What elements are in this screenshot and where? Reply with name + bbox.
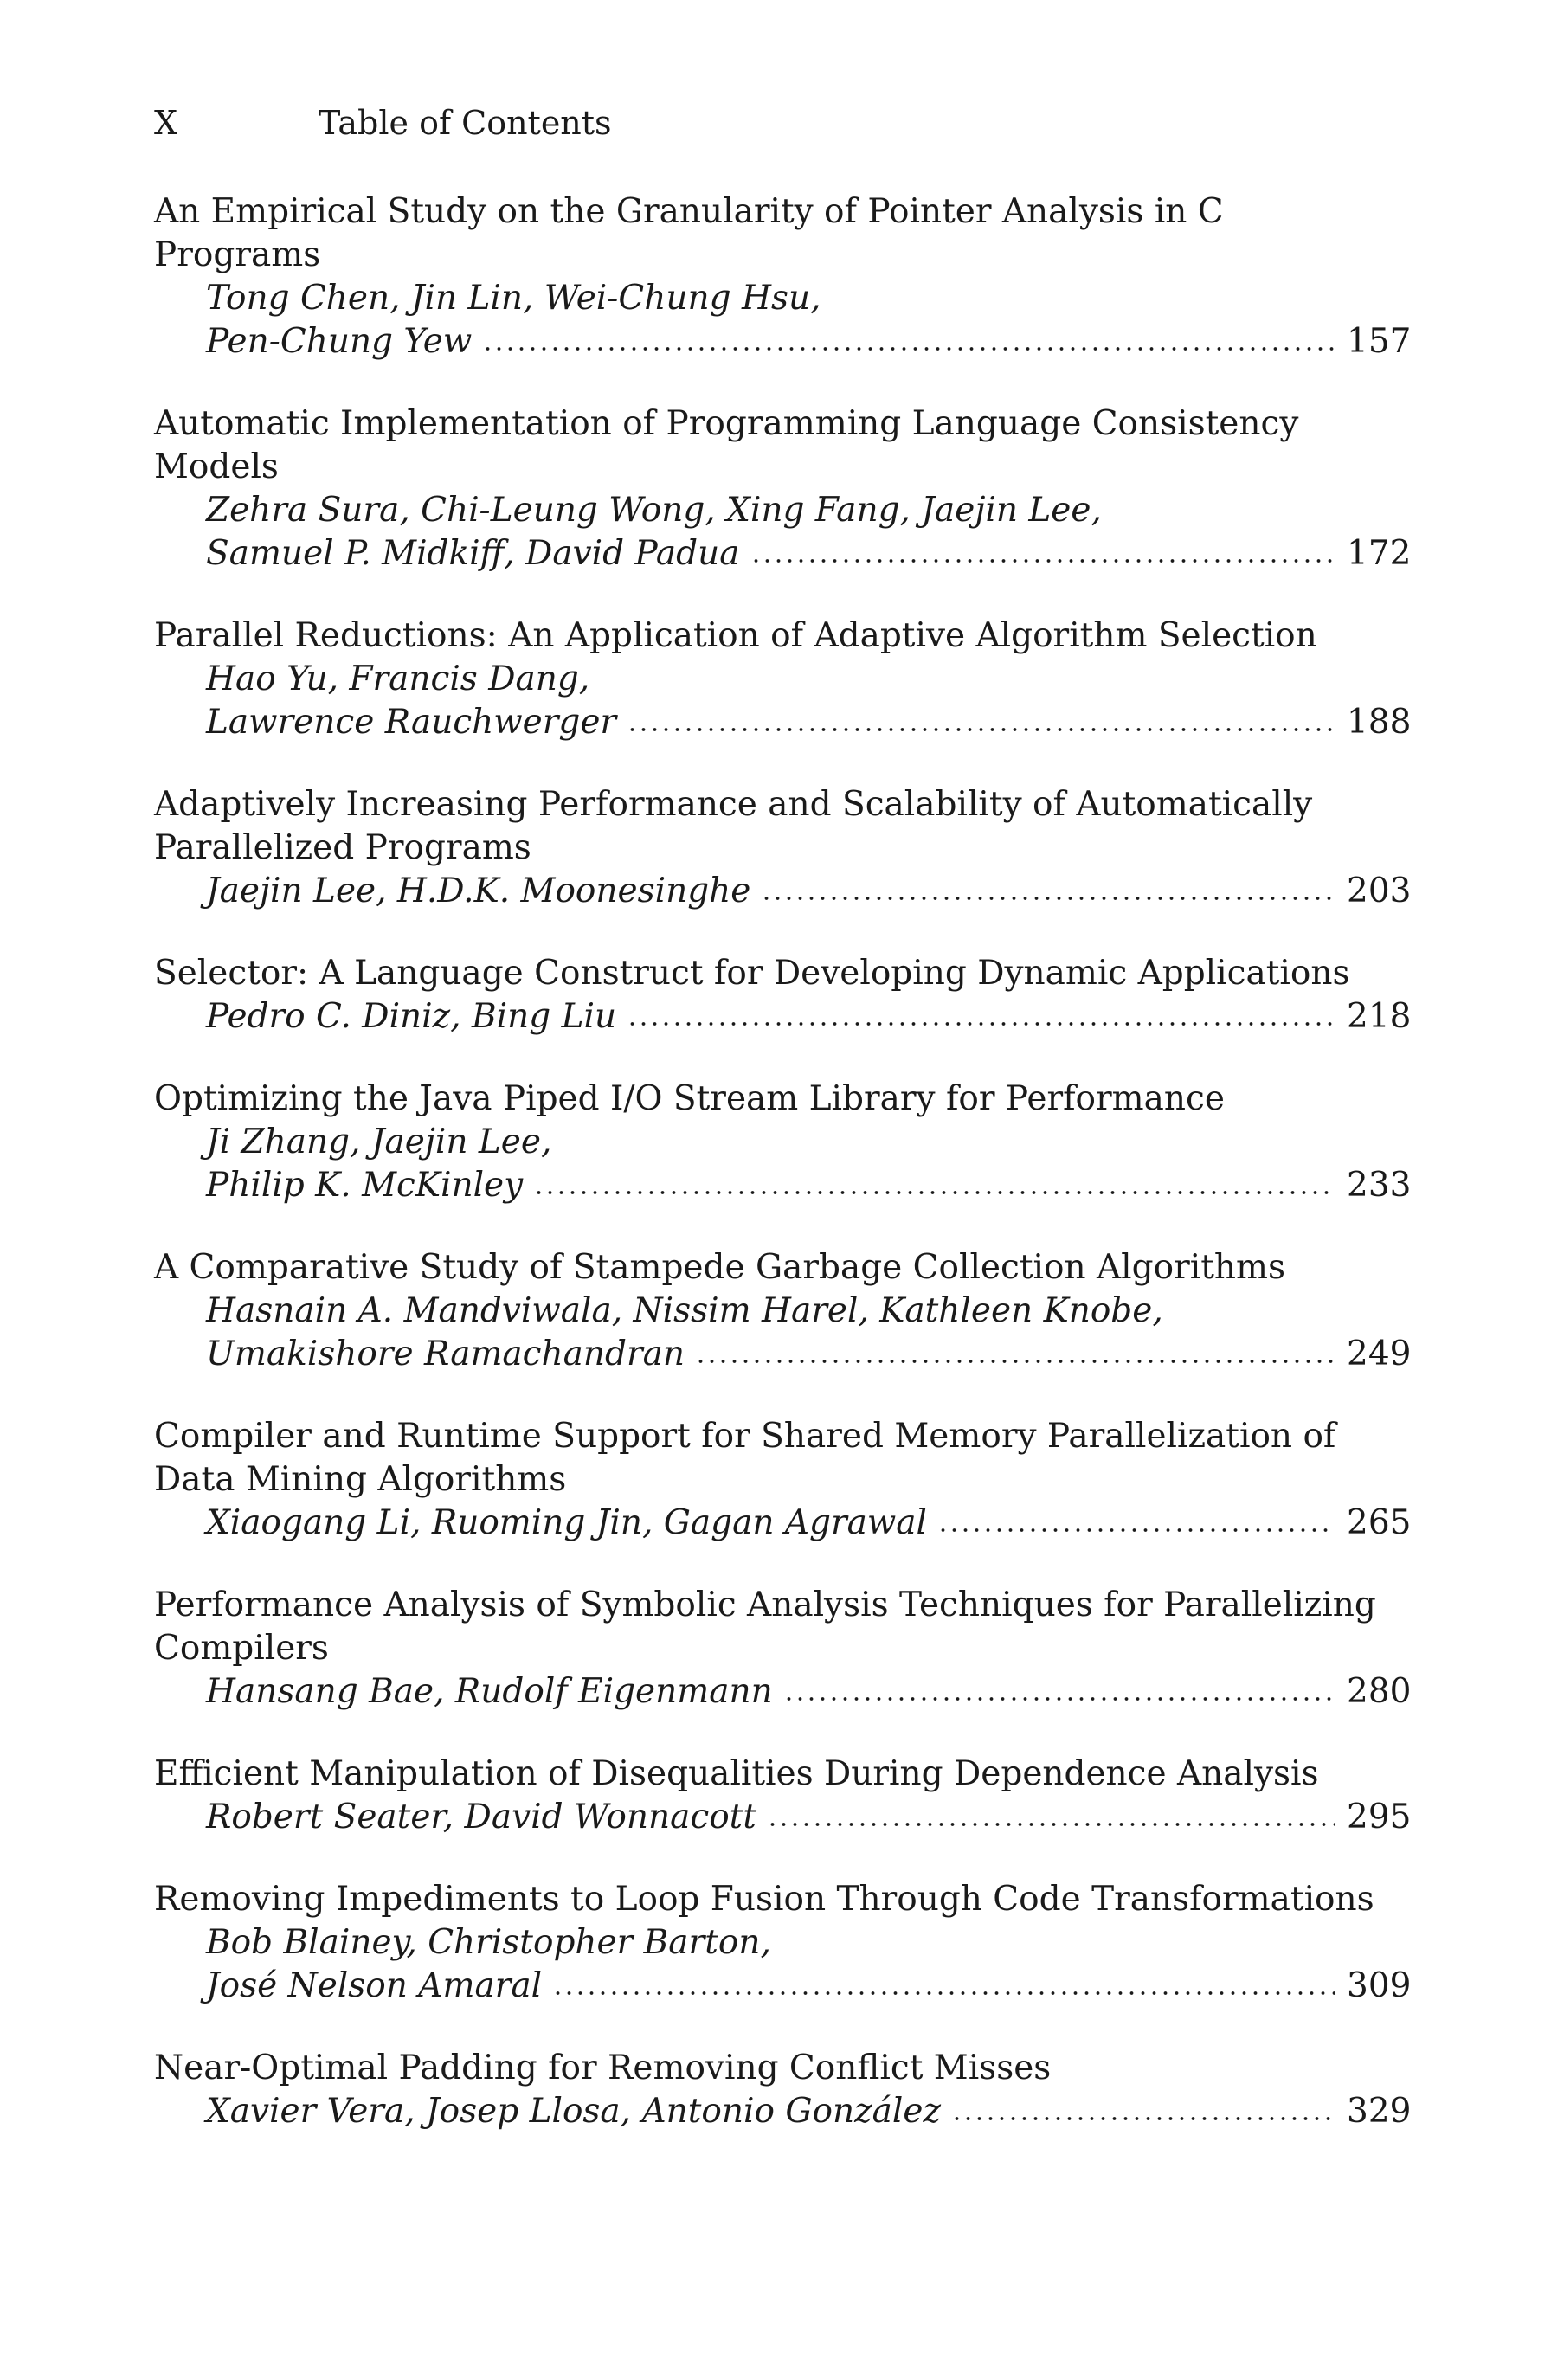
toc-entry-page-number: 280 xyxy=(1347,1672,1412,1711)
toc-entries xyxy=(154,190,1412,2172)
dot-leader xyxy=(627,1020,1335,1027)
running-header xyxy=(154,102,612,144)
dot-leader xyxy=(750,557,1335,564)
toc-entry-page-number: 157 xyxy=(1347,322,1412,361)
toc-entry-page-number: 172 xyxy=(1347,534,1412,573)
toc-entry[interactable] xyxy=(154,1077,1412,1207)
toc-entry-page-number: 188 xyxy=(1347,703,1412,742)
toc-entry-authors-line: Samuel P. Midkiff, David Padua xyxy=(206,534,740,573)
toc-entry-page-number: 218 xyxy=(1347,997,1412,1036)
toc-entry-leader-line xyxy=(154,532,1412,576)
toc-entry[interactable] xyxy=(154,1584,1412,1714)
toc-entry-authors-line: Umakishore Ramachandran xyxy=(206,1335,685,1373)
toc-entry[interactable] xyxy=(154,1878,1412,2008)
toc-entry-page-number: 329 xyxy=(1347,2092,1412,2131)
toc-entry-title-line: Parallel Reductions: An Application of Adaptive Algorithm Selection xyxy=(154,616,1317,655)
toc-entry[interactable] xyxy=(154,402,1412,576)
toc-entry-page-number: 265 xyxy=(1347,1503,1412,1542)
toc-entry-authors-line: Ji Zhang, Jaejin Lee, xyxy=(206,1122,552,1161)
toc-entry-authors-line: José Nelson Amaral xyxy=(206,1966,543,2005)
toc-entry-authors-line: Xavier Vera, Josep Llosa, Antonio González xyxy=(206,2092,942,2131)
dot-leader xyxy=(552,1990,1335,1997)
toc-entry-authors-line: Pedro C. Diniz, Bing Liu xyxy=(206,997,617,1036)
toc-entry-authors-line: Bob Blainey, Christopher Barton, xyxy=(206,1923,771,1962)
toc-entry[interactable] xyxy=(154,1246,1412,1376)
toc-entry[interactable] xyxy=(154,952,1412,1039)
dot-leader xyxy=(482,345,1335,352)
toc-entry-title-line: Removing Impediments to Loop Fusion Through Code Transformations xyxy=(154,1880,1374,1919)
toc-entry[interactable] xyxy=(154,614,1412,744)
toc-entry-authors-line: Hansang Bae, Rudolf Eigenmann xyxy=(206,1672,773,1711)
toc-entry-authors-line: Hao Yu, Francis Dang, xyxy=(206,659,590,698)
roman-page-number: X xyxy=(154,104,178,142)
toc-entry-title-line: Programs xyxy=(154,235,321,274)
toc-entry-title-line: A Comparative Study of Stampede Garbage Collection Algorithms xyxy=(154,1248,1285,1287)
running-title: Table of Contents xyxy=(319,104,612,142)
toc-entry-authors-line: Hasnain A. Mandviwala, Nissim Harel, Kathleen Knobe, xyxy=(206,1291,1163,1330)
dot-leader xyxy=(783,1695,1335,1702)
toc-entry[interactable] xyxy=(154,1753,1412,1839)
toc-entry-title-line: Selector: A Language Construct for Developing Dynamic Applications xyxy=(154,954,1350,993)
toc-entry-title-line: An Empirical Study on the Granularity of Pointer Analysis in C xyxy=(154,192,1224,231)
toc-entry-authors-line: Pen-Chung Yew xyxy=(206,322,473,361)
toc-entry-leader-line xyxy=(154,995,1412,1039)
toc-entry-title-line: Automatic Implementation of Programming Language Consistency xyxy=(154,404,1299,443)
dot-leader xyxy=(533,1189,1335,1196)
toc-entry-page-number: 233 xyxy=(1347,1166,1412,1205)
toc-entry-title-line: Performance Analysis of Symbolic Analysis Techniques for Parallelizing xyxy=(154,1586,1376,1624)
toc-entry-page-number: 203 xyxy=(1347,872,1412,910)
toc-entry-title-line: Compilers xyxy=(154,1629,329,1668)
dot-leader xyxy=(627,726,1335,733)
toc-entry-authors-line: Xiaogang Li, Ruoming Jin, Gagan Agrawal xyxy=(206,1503,928,1542)
toc-entry-leader-line xyxy=(154,1502,1412,1545)
toc-entry-title-line: Compiler and Runtime Support for Shared Memory Parallelization of xyxy=(154,1417,1336,1456)
dot-leader xyxy=(695,1358,1335,1365)
toc-entry-authors-line: Robert Seater, David Wonnacott xyxy=(206,1798,757,1836)
toc-entry-leader-line xyxy=(154,1965,1412,2008)
toc-entry-page-number: 309 xyxy=(1347,1966,1412,2005)
dot-leader xyxy=(951,2115,1335,2122)
toc-entry-title-line: Adaptively Increasing Performance and Scalability of Automatically xyxy=(154,785,1313,824)
dot-leader xyxy=(761,895,1335,902)
toc-entry[interactable] xyxy=(154,190,1412,363)
toc-entry[interactable] xyxy=(154,2047,1412,2133)
toc-entry-authors-line: Philip K. McKinley xyxy=(206,1166,524,1205)
toc-entry-authors-line: Tong Chen, Jin Lin, Wei-Chung Hsu, xyxy=(206,279,821,318)
toc-entry[interactable] xyxy=(154,1415,1412,1545)
toc-entry-title-line: Near-Optimal Padding for Removing Conflict Misses xyxy=(154,2049,1052,2087)
toc-entry-leader-line xyxy=(154,1670,1412,1714)
toc-entry-leader-line xyxy=(154,701,1412,744)
dot-leader xyxy=(767,1821,1335,1828)
toc-entry-title-line: Parallelized Programs xyxy=(154,828,531,867)
toc-entry-page-number: 249 xyxy=(1347,1335,1412,1373)
toc-entry-page-number: 295 xyxy=(1347,1798,1412,1836)
dot-leader xyxy=(937,1527,1335,1534)
toc-entry-authors-line: Zehra Sura, Chi-Leung Wong, Xing Fang, Jaejin Lee, xyxy=(206,491,1102,530)
toc-entry-leader-line xyxy=(154,1164,1412,1207)
toc-entry-leader-line xyxy=(154,870,1412,913)
toc-entry-title-line: Efficient Manipulation of Disequalities During Dependence Analysis xyxy=(154,1754,1319,1793)
toc-entry-leader-line xyxy=(154,1796,1412,1839)
toc-entry-leader-line xyxy=(154,1333,1412,1376)
toc-entry-title-line: Models xyxy=(154,447,279,486)
toc-entry-leader-line xyxy=(154,2090,1412,2133)
toc-entry-title-line: Optimizing the Java Piped I/O Stream Library for Performance xyxy=(154,1079,1225,1118)
toc-entry-authors-line: Lawrence Rauchwerger xyxy=(206,703,617,742)
toc-entry-leader-line xyxy=(154,320,1412,363)
toc-entry-authors-line: Jaejin Lee, H.D.K. Moonesinghe xyxy=(206,872,751,910)
toc-entry-title-line: Data Mining Algorithms xyxy=(154,1460,567,1499)
toc-entry[interactable] xyxy=(154,783,1412,913)
